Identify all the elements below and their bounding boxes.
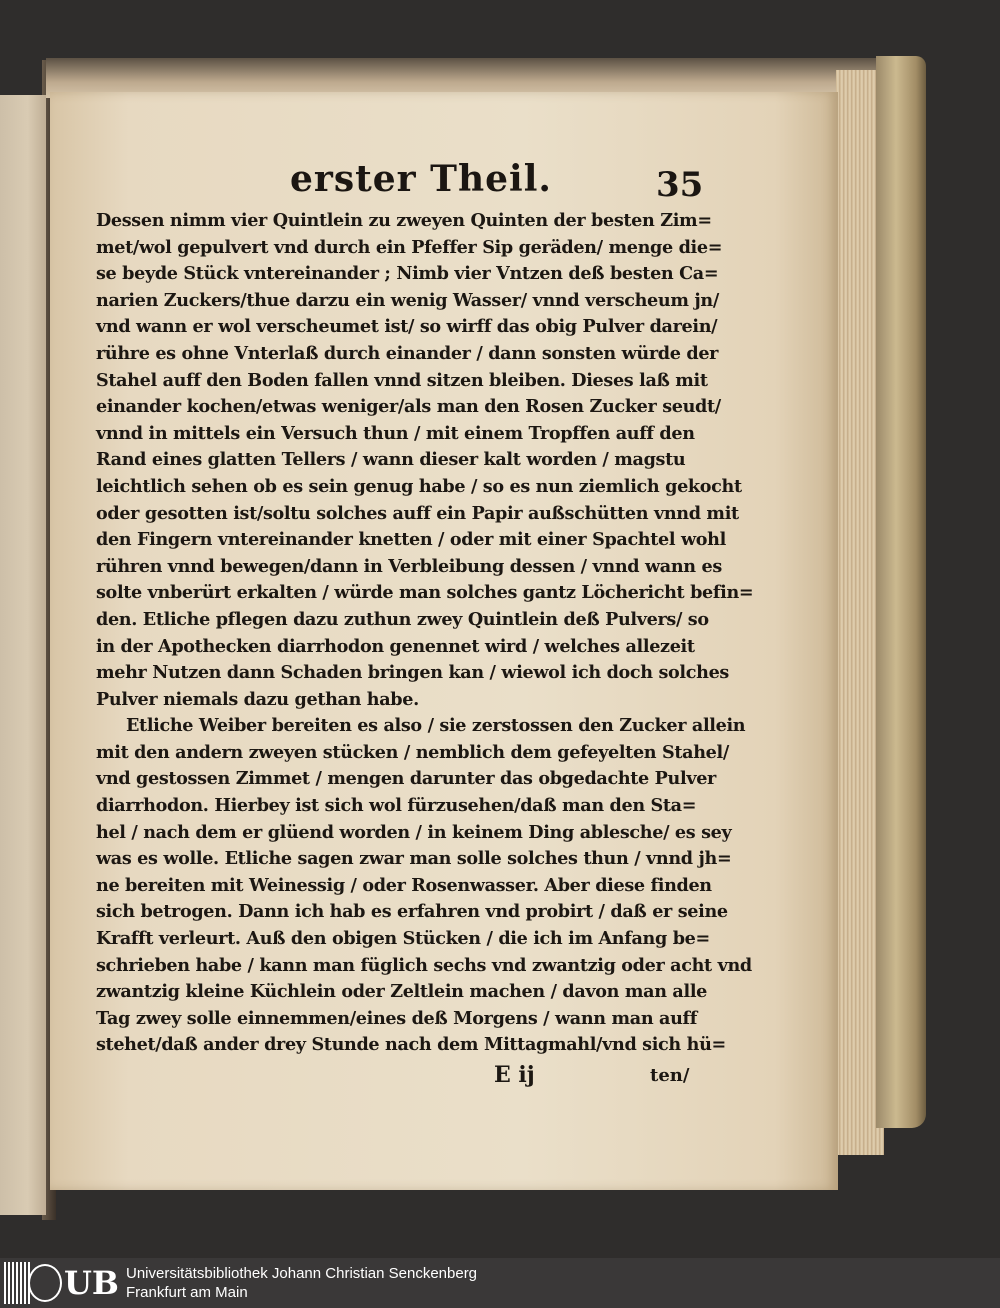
text-line: Dessen nimm vier Quintlein zu zweyen Quinten der besten Zim=	[96, 210, 712, 231]
text-line: se beyde Stück vntereinander ; Nimb vier Vntzen deß besten Ca=	[96, 263, 719, 285]
text-line: den Fingern vntereinander knetten / oder mit einer Spachtel wohl	[96, 529, 726, 551]
logo-seal-icon	[28, 1264, 62, 1302]
text-line: hel / nach dem er glüend worden / in keinem Ding ablesche/ es sey	[96, 821, 732, 843]
text-line: einander kochen/etwas weniger/als man den Rosen Zucker seudt/	[96, 396, 721, 418]
text-line: vnnd in mittels ein Versuch thun / mit einem Tropffen auff den	[96, 422, 695, 444]
logo-text: UB	[64, 1264, 119, 1302]
text-line: Stahel auff den Boden fallen vnnd sitzen bleiben. Dieses laß mit	[96, 369, 708, 391]
book-cover	[876, 56, 926, 1128]
text-line: sich betrogen. Dann ich hab es erfahren vnd probirt / daß er seine	[96, 901, 728, 923]
text-line: diarrhodon. Hierbey ist sich wol fürzusehen/daß man den Sta=	[96, 795, 697, 817]
text-line: ne bereiten mit Weinessig / oder Rosenwasser. Aber diese finden	[96, 874, 712, 896]
text-line: zwantzig kleine Küchlein oder Zeltlein machen / davon man alle	[96, 981, 707, 1003]
text-line: mehr Nutzen dann Schaden bringen kan / wiewol ich doch solches	[96, 662, 729, 684]
text-line: Pulver niemals dazu gethan habe.	[96, 688, 419, 710]
text-line: Tag zwey solle einnemmen/eines deß Morgens / wann man auff	[96, 1007, 697, 1029]
library-city: Frankfurt am Main	[126, 1284, 248, 1301]
library-name: Universitätsbibliothek Johann Christian Senckenberg	[126, 1265, 478, 1282]
left-page-edge	[0, 95, 46, 1215]
text-line: Etliche Weiber bereiten es also / sie zerstossen den Zucker allein	[126, 715, 746, 737]
text-line: solte vnberürt erkalten / würde man solches gantz Löchericht befin=	[96, 582, 754, 604]
text-line: stehet/daß ander drey Stunde nach dem Mittagmahl/vnd sich hü=	[96, 1034, 726, 1056]
library-logo[interactable]	[4, 1262, 119, 1304]
running-head: erster Theil.	[290, 158, 552, 200]
text-line: vnd wann er wol verscheumet ist/ so wirff das obig Pulver darein/	[96, 316, 718, 338]
page-number: 35	[656, 165, 704, 205]
text-line: vnd gestossen Zimmet / mengen darunter das obgedachte Pulver	[96, 768, 716, 790]
signature-mark: E ij	[494, 1062, 535, 1088]
text-line: oder gesotten ist/soltu solches auff ein Papir außschütten vnnd mit	[96, 502, 739, 524]
text-line: rühre es ohne Vnterlaß durch einander / dann sonsten würde der	[96, 342, 719, 364]
text-line: Rand eines glatten Tellers / wann dieser kalt worden / magstu	[96, 449, 686, 471]
text-line: leichtlich sehen ob es sein genug habe / so es nun ziemlich gekocht	[96, 475, 742, 497]
text-body	[96, 208, 754, 1059]
text-line: schrieben habe / kann man füglich sechs vnd zwantzig oder acht vnd	[96, 954, 752, 976]
footer-text	[126, 1264, 477, 1302]
text-line: in der Apothecken diarrhodon genennet wird / welches allezeit	[96, 635, 695, 657]
text-line: den. Etliche pflegen dazu zuthun zwey Quintlein deß Pulvers/ so	[96, 608, 709, 630]
text-line: mit den andern zweyen stücken / nemblich dem gefeyelten Stahel/	[96, 741, 729, 763]
catchword: ten/	[650, 1065, 690, 1086]
text-line: was es wolle. Etliche sagen zwar man solle solches thun / vnnd jh=	[96, 848, 732, 870]
text-line: met/wol gepulvert vnd durch ein Pfeffer Sip geräden/ menge die=	[96, 236, 723, 258]
logo-stripes-icon	[4, 1262, 30, 1304]
text-line: narien Zuckers/thue darzu ein wenig Wasser/ vnnd verscheum jn/	[96, 289, 719, 311]
text-line: Krafft verleurt. Auß den obigen Stücken / die ich im Anfang be=	[96, 928, 710, 950]
footer-bar	[0, 1258, 1000, 1308]
text-line: rühren vnnd bewegen/dann in Verbleibung dessen / vnnd wann es	[96, 555, 722, 577]
